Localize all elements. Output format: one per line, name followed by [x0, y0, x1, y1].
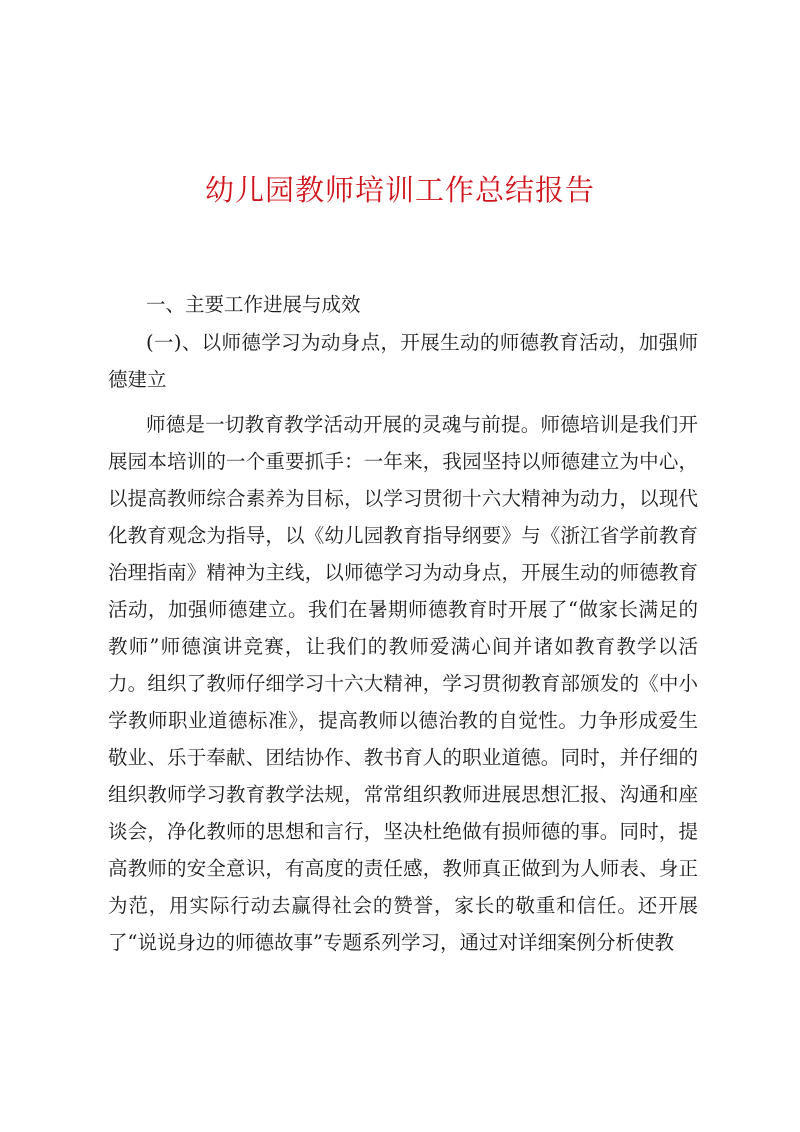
body-paragraph: 师德是一切教育教学活动开展的灵魂与前提。师德培训是我们开展园本培训的一个重要抓手：一年来，我园坚持以师德建立为中心，以提高教师综合素养为目标，以学习贯彻十六大精神为动力，以现代化教育观念为指导，以《幼儿园教育指导纲要》与《浙江省学前教育治理指南》精神为主线，以师德学习为动身点，开展生动的师德教育活动，加强师德建立。我们在暑期师德教育时开展了“做家长满足的教师”师德演讲竞赛，让我们的教师爱满心间并诸如教育教学以活力。组织了教师仔细学习十六大精神，学习贯彻教育部颁发的《中小学教师职业道德标准》，提高教师以德治教的自觉性。力争形成爱生敬业、乐于奉献、团结协作、教书育人的职业道德。同时，并仔细的组织教师学习教育教学法规，常常组织教师进展思想汇报、沟通和座谈会，净化教师的思想和言行，坚决杜绝做有损师德的事。同时，提高教师的安全意识，有高度的责任感，教师真正做到为人师表、身正为范，用实际行动去赢得社会的赞誉，家长的敬重和信任。还开展了“说说身边的师德故事”专题系列学习，通过对详细案例分析使教 — [108, 413, 698, 954]
sub-heading: (一)、以师德学习为动身点，开展生动的师德教育活动，加强师德建立 — [108, 331, 698, 391]
document-body — [108, 286, 698, 961]
document-title: 幼儿园教师培训工作总结报告 — [204, 173, 595, 207]
spacer — [108, 398, 698, 406]
section-heading: 一、主要工作进展与成效 — [146, 293, 361, 316]
